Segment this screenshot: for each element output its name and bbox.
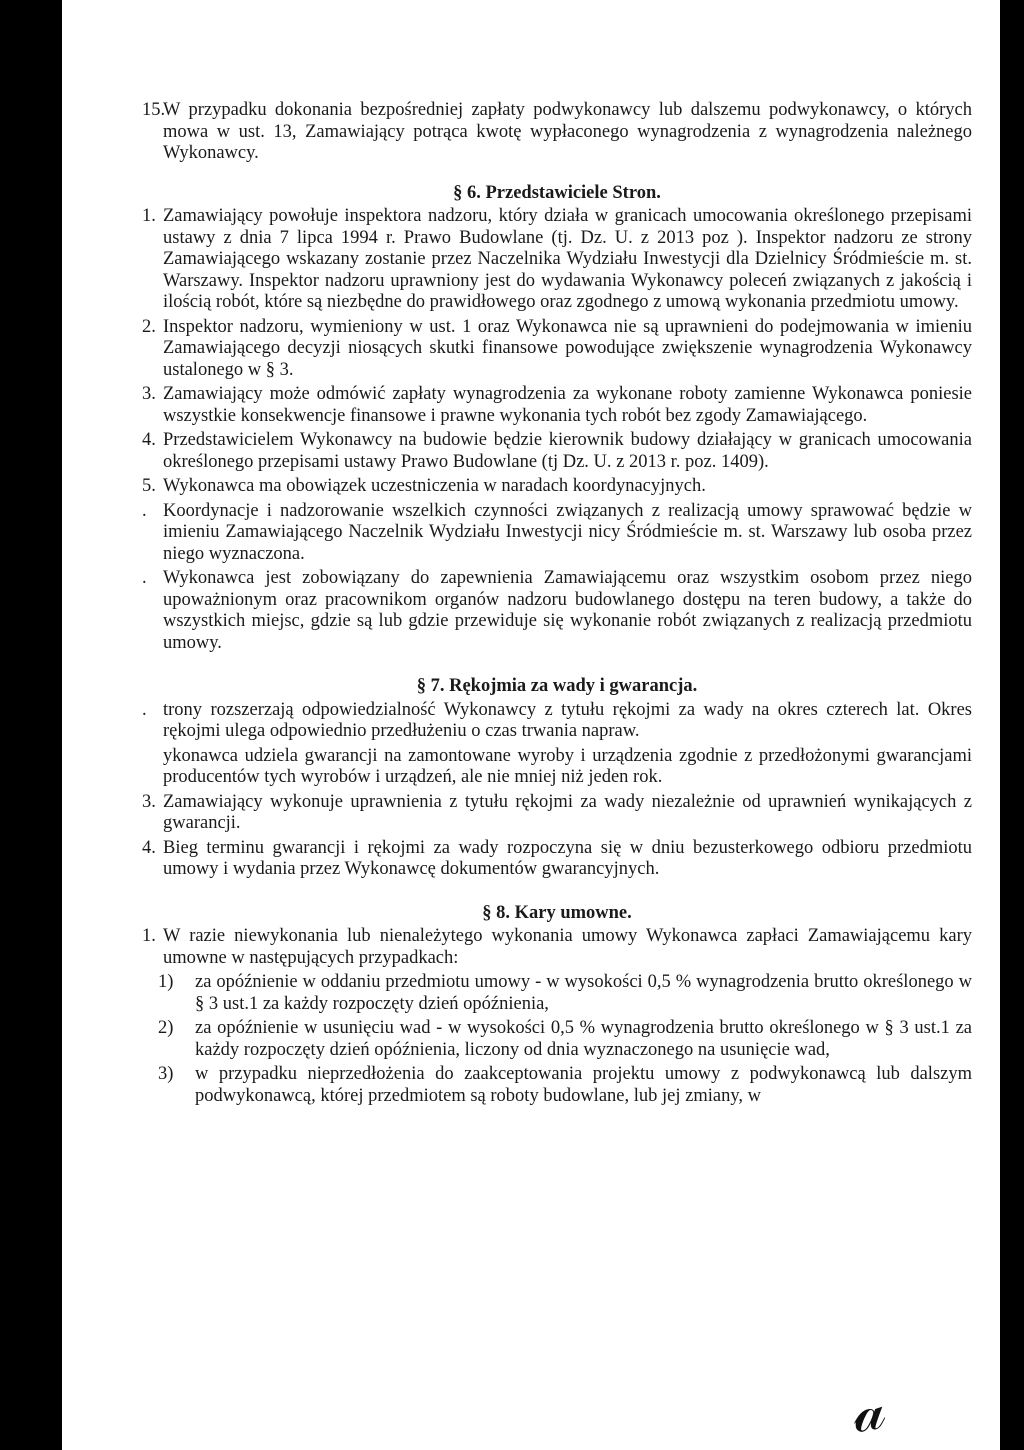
document-page [62, 0, 1000, 1450]
subitem-number: 1) [158, 972, 174, 992]
item-number: 2. [142, 316, 156, 337]
section-heading: § 8. Kary umowne. [482, 902, 632, 923]
item-text: trony rozszerzają odpowiedzialność Wykonawcy z tytułu rękojmi za wady na okres czterech lat. Okres rękojmi ulega odpowiednio przedłużeniu o czas trwania napraw. [163, 699, 972, 741]
item-number: 4. [142, 430, 156, 450]
list-item [142, 926, 972, 969]
section-8 [142, 903, 972, 1108]
item-text: Przedstawicielem Wykonawcy na budowie będzie kierownik budowy działający w granicach umocowania określonego przepisami ustawy Prawo Budowlane (tj Dz. U. z 2013 r. poz. 1409). [163, 430, 972, 472]
item-number: . [142, 500, 147, 521]
item-text: Zamawiający powołuje inspektora nadzoru, który działa w granicach umocowania określonego przepisami ustawy z dnia 7 lipca 1994 r. Prawo Budowlane (tj. Dz. U. z 2013 poz ). Inspektor nadzoru ze strony Zamawiającego wskazany zostanie przez Naczelnika Wydziału Inwestycji dla Dzielnicy Śródmieście m. st. Warszawy. Inspektor nadzoru uprawniony jest do wydawania Wykonawcy poleceń związanych z jakością i ilością robót, które są niezbędne do prawidłowego oraz zgodnego z umową wykonania przedmiotu umowy. [163, 206, 972, 312]
list-item [142, 476, 972, 498]
sub-list-item [158, 972, 972, 1015]
item-text: ykonawca udziela gwarancji na zamontowane wyroby i urządzenia zgodnie z przedłożonymi gwarancjami producentów tych wyrobów i urządzeń, ale nie mniej niż jeden rok. [163, 745, 972, 787]
list-item [142, 746, 972, 789]
list-item [142, 206, 972, 314]
subitem-text: w przypadku nieprzedłożenia do zaakceptowania projektu umowy z podwykonawcą lub dalszym podwykonawcą, której przedmiotem są roboty budowlane, lub jej zmiany, w [195, 1064, 972, 1106]
subitem-number: 2) [158, 1018, 174, 1038]
list-item [142, 317, 972, 382]
item-text: Wykonawca jest zobowiązany do zapewnienia Zamawiającemu oraz wszystkim osobom przez niego upoważnionym oraz pracownikom organów nadzoru budowlanego dostępu na teren budowy, a także do wszystkich miejsc, gdzie są lub gdzie przewiduje się wykonanie robót związanych z realizacją przedmiotu umowy. [163, 568, 972, 653]
item-number: 3. [142, 791, 156, 812]
list-item [142, 838, 972, 881]
section-7 [142, 676, 972, 881]
item-number: 15. [142, 100, 166, 120]
document-body [142, 100, 972, 1110]
list-item [142, 430, 972, 473]
item-number: . [142, 568, 147, 588]
item-text: Zamawiający może odmówić zapłaty wynagrodzenia za wykonane roboty zamienne Wykonawca poniesie wszystkie konsekwencje finansowe i prawne wykonania tych robót bez zgody Zamawiającego. [163, 384, 972, 426]
section-6 [142, 183, 972, 655]
list-item [142, 568, 972, 654]
subitem-text: za opóźnienie w usunięciu wad - w wysokości 0,5 % wynagrodzenia brutto określonego w § 3 ust.1 za każdy rozpoczęty dzień opóźnienia, liczony od dnia wyznaczonego na usunięcie wad, [195, 1018, 972, 1060]
intro-paragraph [142, 100, 972, 165]
item-number: . [142, 699, 147, 720]
item-text: Bieg terminu gwarancji i rękojmi za wady rozpoczyna się w dniu bezusterkowego odbioru przedmiotu umowy i wydania przez Wykonawcę dokumentów gwarancyjnych. [163, 837, 972, 879]
item-number: 1. [142, 206, 156, 226]
handwritten-initial: 𝒶 [846, 1372, 891, 1448]
subitem-number: 3) [158, 1064, 174, 1084]
item-text: W przypadku dokonania bezpośredniej zapłaty podwykonawcy lub dalszemu podwykonawcy, o których mowa w ust. 13, Zamawiający potrąca kwotę wypłaconego wynagrodzenia z wynagrodzenia należnego Wykonawcy. [163, 100, 972, 163]
sub-list-item [158, 1064, 972, 1107]
sub-list-item [158, 1018, 972, 1061]
item-text: W razie niewykonania lub nienależytego wykonania umowy Wykonawca zapłaci Zamawiającemu kary umowne w następujących przypadkach: [163, 926, 972, 968]
item-text: Zamawiający wykonuje uprawnienia z tytułu rękojmi za wady niezależnie od uprawnień wynikających z gwarancji. [163, 791, 972, 833]
item-number: 4. [142, 837, 156, 858]
list-item [142, 700, 972, 743]
subitem-text: za opóźnienie w oddaniu przedmiotu umowy - w wysokości 0,5 % wynagrodzenia brutto określonego w § 3 ust.1 za każdy rozpoczęty dzień opóźnienia, [195, 972, 972, 1014]
list-item [142, 792, 972, 835]
list-item [142, 501, 972, 566]
item-number: 3. [142, 384, 156, 404]
section-heading: § 6. Przedstawiciele Stron. [453, 182, 661, 203]
item-text: Wykonawca ma obowiązek uczestniczenia w naradach koordynacyjnych. [163, 476, 706, 496]
item-text: Inspektor nadzoru, wymieniony w ust. 1 oraz Wykonawca nie są uprawnieni do podejmowania w imieniu Zamawiającego decyzji niosących skutki finansowe powodujące zwiększenie wynagrodzenia Wykonawcy ustalonego w § 3. [163, 316, 972, 380]
item-number: 5. [142, 476, 156, 496]
list-item [142, 384, 972, 427]
item-text: Koordynacje i nadzorowanie wszelkich czynności związanych z realizacją umowy sprawować będzie w imieniu Zamawiającego Naczelnik Wydziału Inwestycji nicy Śródmieście m. st. Warszawy lub osoba przez niego wyznaczona. [163, 500, 972, 564]
item-number: 1. [142, 926, 156, 946]
section-heading: § 7. Rękojmia za wady i gwarancja. [416, 676, 698, 696]
